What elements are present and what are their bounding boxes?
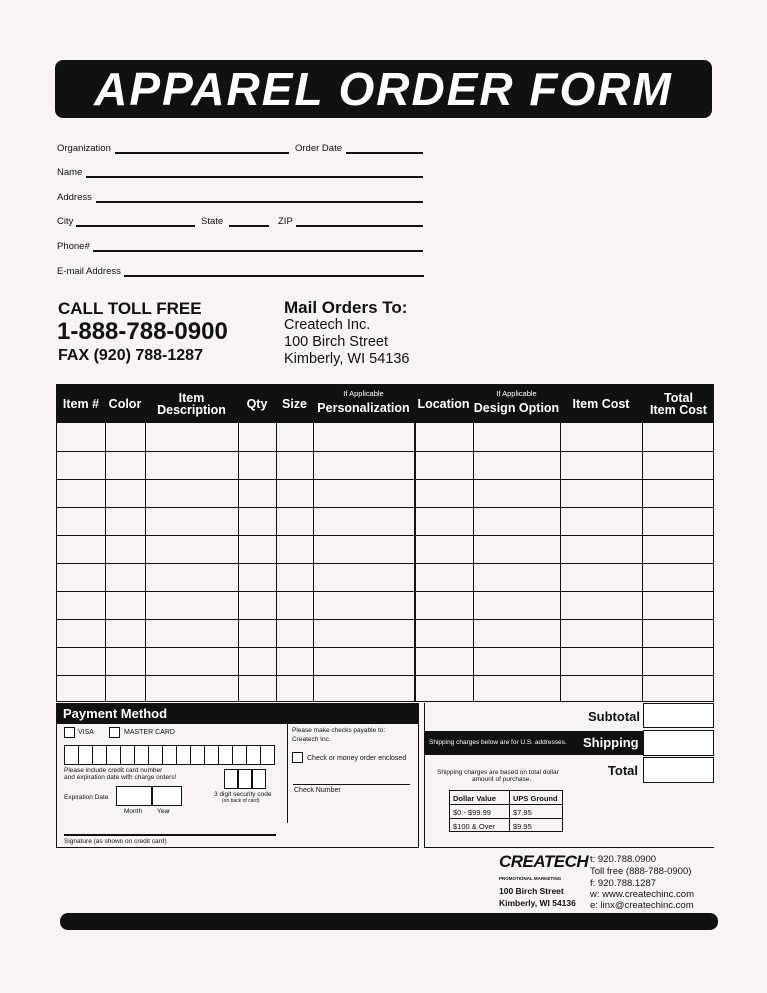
row-divider: [57, 507, 713, 508]
header-item-description: [145, 385, 238, 423]
cc-digit[interactable]: [162, 745, 177, 765]
col-divider: [560, 423, 561, 701]
col-divider: [414, 423, 416, 701]
name-label: Name: [57, 167, 83, 178]
organization-field[interactable]: [115, 152, 289, 154]
signature-field[interactable]: [64, 834, 276, 836]
row-divider: [57, 479, 713, 480]
state-field[interactable]: [229, 225, 269, 227]
cc-digit[interactable]: [64, 745, 79, 765]
header-description-line1: Item: [178, 391, 205, 405]
table-row: [450, 819, 562, 832]
mastercard-label: MASTER CARD: [124, 729, 175, 736]
address-label: Address: [57, 192, 92, 203]
payment-divider: [287, 723, 288, 823]
header-total-item-cost: [642, 385, 715, 423]
shipping-rate-table: [449, 790, 563, 832]
row-divider: [57, 619, 713, 620]
personalization-note: If Applicable: [343, 389, 384, 398]
header-color: Color: [108, 397, 142, 411]
checks-payable-company: Createch Inc.: [292, 736, 331, 743]
subtotal-label: Subtotal: [588, 709, 640, 724]
title-banner: [55, 60, 712, 118]
total-label: Total: [607, 763, 638, 778]
expiration-month-field[interactable]: [116, 786, 152, 806]
phone-label: Phone#: [57, 241, 90, 252]
cc-note-line2: and expiration date with charge orders!: [64, 774, 177, 781]
col-divider: [105, 423, 106, 701]
zip-label: ZIP: [278, 216, 293, 227]
company-street: 100 Birch Street: [499, 886, 564, 896]
call-toll-free-heading: CALL TOLL FREE: [58, 299, 202, 318]
expiration-year-field[interactable]: [152, 786, 182, 806]
cc-digit[interactable]: [176, 745, 191, 765]
email-field[interactable]: [124, 275, 424, 277]
company-email: e: linx@createchinc.com: [590, 900, 694, 911]
security-code-label: 3 digit security code: [214, 791, 272, 798]
cc-digit[interactable]: [246, 745, 261, 765]
cc-digit[interactable]: [148, 745, 163, 765]
shipping-table-header: [450, 791, 562, 805]
check-enclosed-checkbox[interactable]: [292, 752, 303, 763]
city-field[interactable]: [76, 225, 195, 227]
company-website: w: www.createchinc.com: [590, 889, 695, 900]
security-code-digit[interactable]: [252, 769, 266, 789]
check-number-label: Check Number: [294, 787, 341, 794]
dollar-value-header: Dollar Value: [453, 794, 496, 803]
organization-label: Organization: [57, 143, 111, 154]
expiration-date-label: Expiration Date: [64, 794, 109, 801]
header-qty: Qty: [246, 397, 268, 411]
state-label: State: [201, 216, 224, 227]
header-description-line2: Description: [157, 403, 226, 417]
cc-digit[interactable]: [106, 745, 121, 765]
col-divider: [238, 423, 239, 701]
header-personalization: [313, 385, 414, 423]
col-divider: [276, 423, 277, 701]
shipping-range: $100 & Over: [453, 822, 496, 831]
order-table-header: [57, 385, 713, 423]
security-code-digit[interactable]: [238, 769, 252, 789]
header-item-cost: Item Cost: [572, 397, 630, 411]
header-personalization-label: Personalization: [317, 401, 410, 415]
header-size: Size: [281, 397, 307, 411]
month-label: Month: [124, 808, 143, 815]
security-code-note: (on back of card): [222, 798, 260, 804]
order-date-label: Order Date: [295, 143, 342, 154]
company-logo: CREATECH: [499, 852, 589, 871]
payment-method-heading: Payment Method: [57, 704, 418, 724]
company-logo-tagline: PROMOTIONAL MARKETING: [499, 876, 562, 881]
cc-digit[interactable]: [92, 745, 107, 765]
row-divider: [57, 675, 713, 676]
col-divider: [145, 423, 146, 701]
cc-digit[interactable]: [204, 745, 219, 765]
shipping-us-note: Shipping charges below are for U.S. addresses.: [429, 739, 567, 746]
mail-street: 100 Birch Street: [284, 334, 388, 350]
mail-city: Kimberly, WI 54136: [284, 351, 410, 367]
fax-number: FAX (920) 788-1287: [58, 347, 203, 364]
address-field[interactable]: [96, 201, 423, 203]
city-label: City: [57, 216, 74, 227]
phone-field[interactable]: [93, 250, 423, 252]
row-divider: [57, 563, 713, 564]
footer-bar: [60, 913, 718, 930]
company-telephone: t: 920.788.0900: [590, 854, 657, 865]
order-date-field[interactable]: [346, 152, 423, 154]
shipping-label: Shipping: [583, 735, 639, 750]
header-total-line1: Total: [664, 391, 693, 405]
table-row: [450, 805, 562, 819]
checks-payable-label: Please make checks payable to:: [292, 727, 386, 734]
cc-digit[interactable]: [134, 745, 149, 765]
row-divider: [57, 451, 713, 452]
shipping-based-line2: amount of purchase.: [472, 776, 532, 783]
cc-digit[interactable]: [260, 745, 275, 765]
col-divider: [642, 423, 643, 701]
header-design-option: [473, 385, 560, 423]
year-label: Year: [157, 808, 171, 815]
visa-label: VISA: [78, 729, 94, 736]
cc-digit[interactable]: [78, 745, 93, 765]
header-design-option-label: Design Option: [473, 401, 560, 415]
page-title: APPAREL ORDER FORM: [94, 63, 673, 115]
name-field[interactable]: [86, 176, 423, 178]
header-location: Location: [417, 397, 470, 411]
ups-ground-header: UPS Ground: [513, 794, 558, 803]
shipping-range: $0 - $99.99: [453, 808, 491, 817]
cc-digit[interactable]: [190, 745, 205, 765]
cc-note-line1: Please include credit card number: [64, 767, 163, 774]
toll-free-number: 1-888-788-0900: [57, 318, 228, 345]
mail-company: Createch Inc.: [284, 317, 371, 333]
cc-digit[interactable]: [218, 745, 233, 765]
company-city: Kimberly, WI 54136: [499, 898, 576, 908]
shipping-field[interactable]: [643, 730, 714, 756]
email-label: E-mail Address: [57, 266, 121, 277]
total-field[interactable]: [643, 757, 714, 783]
company-toll-free: Toll free (888-788-0900): [590, 866, 692, 877]
signature-label: Signature (as shown on credit card): [64, 838, 167, 845]
company-fax: f: 920.788.1287: [590, 878, 657, 889]
shipping-based-line1: Shipping charges are based on total dollar: [437, 769, 559, 776]
cc-digit[interactable]: [120, 745, 135, 765]
header-total-line2: Item Cost: [650, 403, 707, 417]
header-item-number: Item #: [62, 397, 100, 411]
shipping-cost: $9.95: [513, 822, 532, 831]
zip-field[interactable]: [296, 225, 423, 227]
cc-digit[interactable]: [232, 745, 247, 765]
row-divider: [57, 647, 713, 648]
col-divider: [473, 423, 474, 701]
row-divider: [57, 591, 713, 592]
visa-checkbox[interactable]: [64, 727, 75, 738]
check-enclosed-label: Check or money order enclosed: [307, 755, 407, 762]
order-table: [56, 384, 714, 702]
check-number-field[interactable]: [293, 784, 410, 785]
design-option-note: If Applicable: [496, 389, 537, 398]
shipping-cost: $7.95: [513, 808, 532, 817]
col-divider: [509, 791, 510, 831]
mail-orders-heading: Mail Orders To:: [284, 298, 408, 317]
mastercard-checkbox[interactable]: [109, 727, 120, 738]
subtotal-field[interactable]: [643, 703, 714, 728]
row-divider: [57, 535, 713, 536]
col-divider: [313, 423, 314, 701]
security-code-digit[interactable]: [224, 769, 238, 789]
